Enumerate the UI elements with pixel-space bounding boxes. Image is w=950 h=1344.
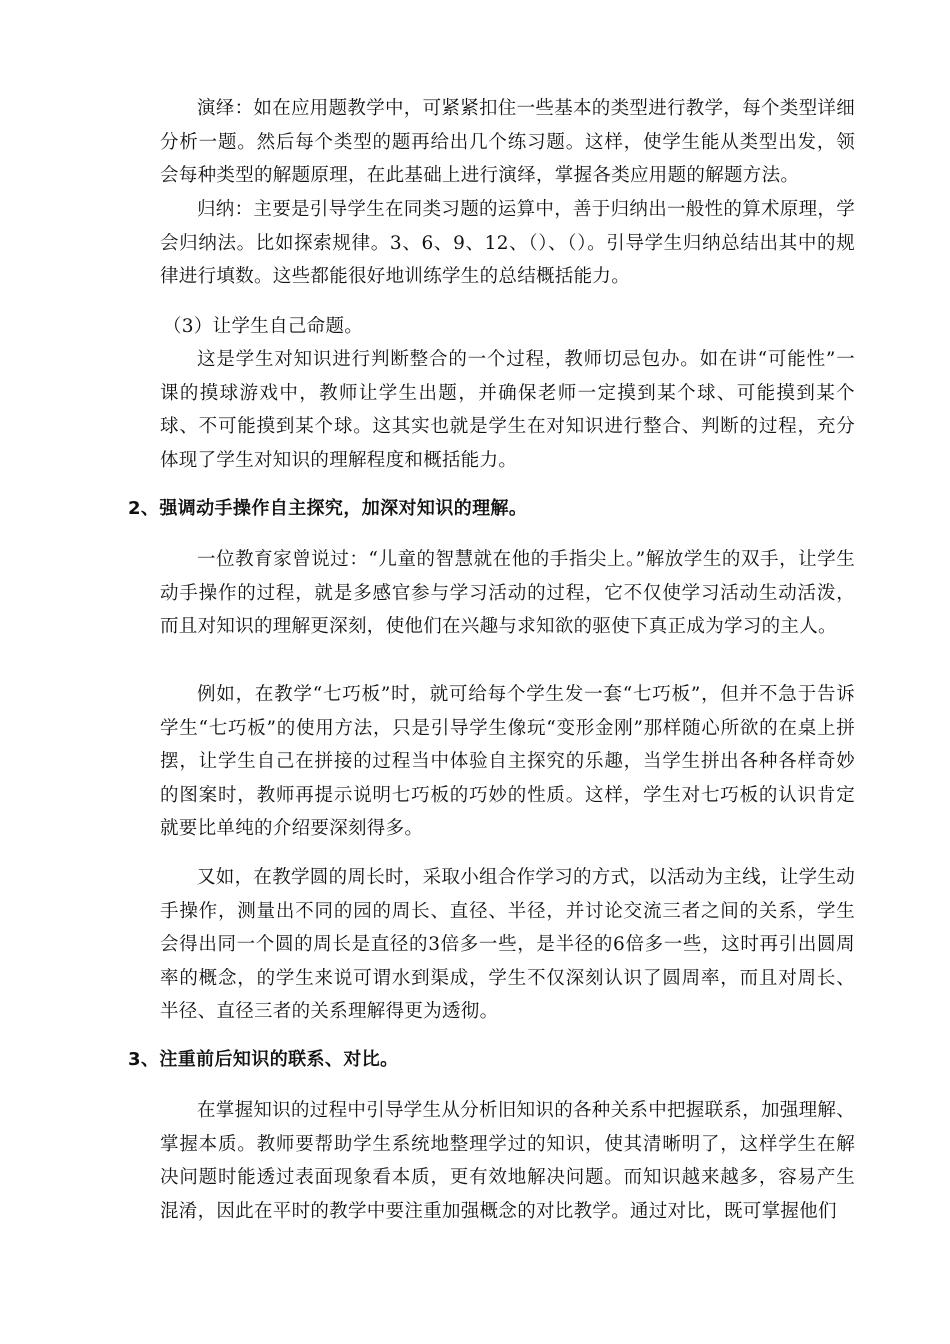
section-heading-2: 2、强调动手操作自主探究，加深对知识的理解。 — [128, 498, 528, 519]
paragraph-deduction: 演绎：如在应用题教学中，可紧紧扣住一些基本的类型进行教学，每个类型详细分析一题。然后每个类型的题再给出几个练习题。这样，使学生能从类型出发，领会每种类型的解题原理，在此基础上进行演绎，掌握各类应用题的解题方法。 — [160, 98, 856, 186]
paragraph-circle-example: 又如，在教学圆的周长时，采取小组合作学习的方式，以活动为主线，让学生动手操作，测量出不同的园的周长、直径、半径，并讨论交流三者之间的关系，学生会得出同一个圆的周长是直径的3倍多一些，是半径的6倍多一些，这时再引出圆周率的概念，的学生来说可谓水到渠成，学生不仅深刻认识了圆周率，而且对周长、半径、直径三者的关系理解得更为透彻。 — [160, 867, 856, 1022]
paragraph-self-questioning: 这是学生对知识进行判断整合的一个过程，教师切忌包办。如在讲“可能性”一课的摸球游戏中，教师让学生出题，并确保老师一定摸到某个球、可能摸到某个球、不可能摸到某个球。这其实也就是学生在对知识进行整合、判断的过程，充分体现了学生对知识的理解程度和概括能力。 — [160, 349, 855, 471]
paragraph-tangram-example: 例如，在教学“七巧板”时，就可给每个学生发一套“七巧板”，但并不急于告诉学生“七巧板”的使用方法，只是引导学生像玩“变形金刚”那样随心所欲的在桌上拼摆，让学生自己在拼接的过程当中体验自主探究的乐趣，当学生拼出各种各样奇妙的图案时，教师再提示说明七巧板的巧妙的性质。这样，学生对七巧板的认识肯定就要比单纯的介绍要深刻得多。 — [160, 684, 855, 839]
paragraph-knowledge-links: 在掌握知识的过程中引导学生从分析旧知识的各种关系中把握联系，加强理解、掌握本质。教师要帮助学生系统地整理学过的知识，使其清晰明了，这样学生在解决问题时能透过表面现象看本质，更有效地解决问题。而知识越来越多，容易产生混淆，因此在平时的教学中要注重加强概念的对比教学。通过对比，既可掌握他们 — [160, 1100, 856, 1222]
subheading-self-questioning: （3）让学生自己命题。 — [163, 316, 364, 337]
paragraph-induction: 归纳：主要是引导学生在同类习题的运算中，善于归纳出一般性的算术原理，学会归纳法。比如探索规律。3、6、9、12、（）、（）。引导学生归纳总结出其中的规律进行填数。这些都能很好地训练学生的总结概括能力。 — [160, 199, 856, 287]
paragraph-educator-quote: 一位教育家曾说过：“儿童的智慧就在他的手指尖上。”解放学生的双手，让学生动手操作的过程，就是多感官参与学习活动的过程，它不仅使学习活动生动活泼，而且对知识的理解更深刻，使他们在兴趣与求知欲的驱使下真正成为学习的主人。 — [160, 549, 855, 637]
section-heading-3: 3、注重前后知识的联系、对比。 — [128, 1049, 399, 1070]
